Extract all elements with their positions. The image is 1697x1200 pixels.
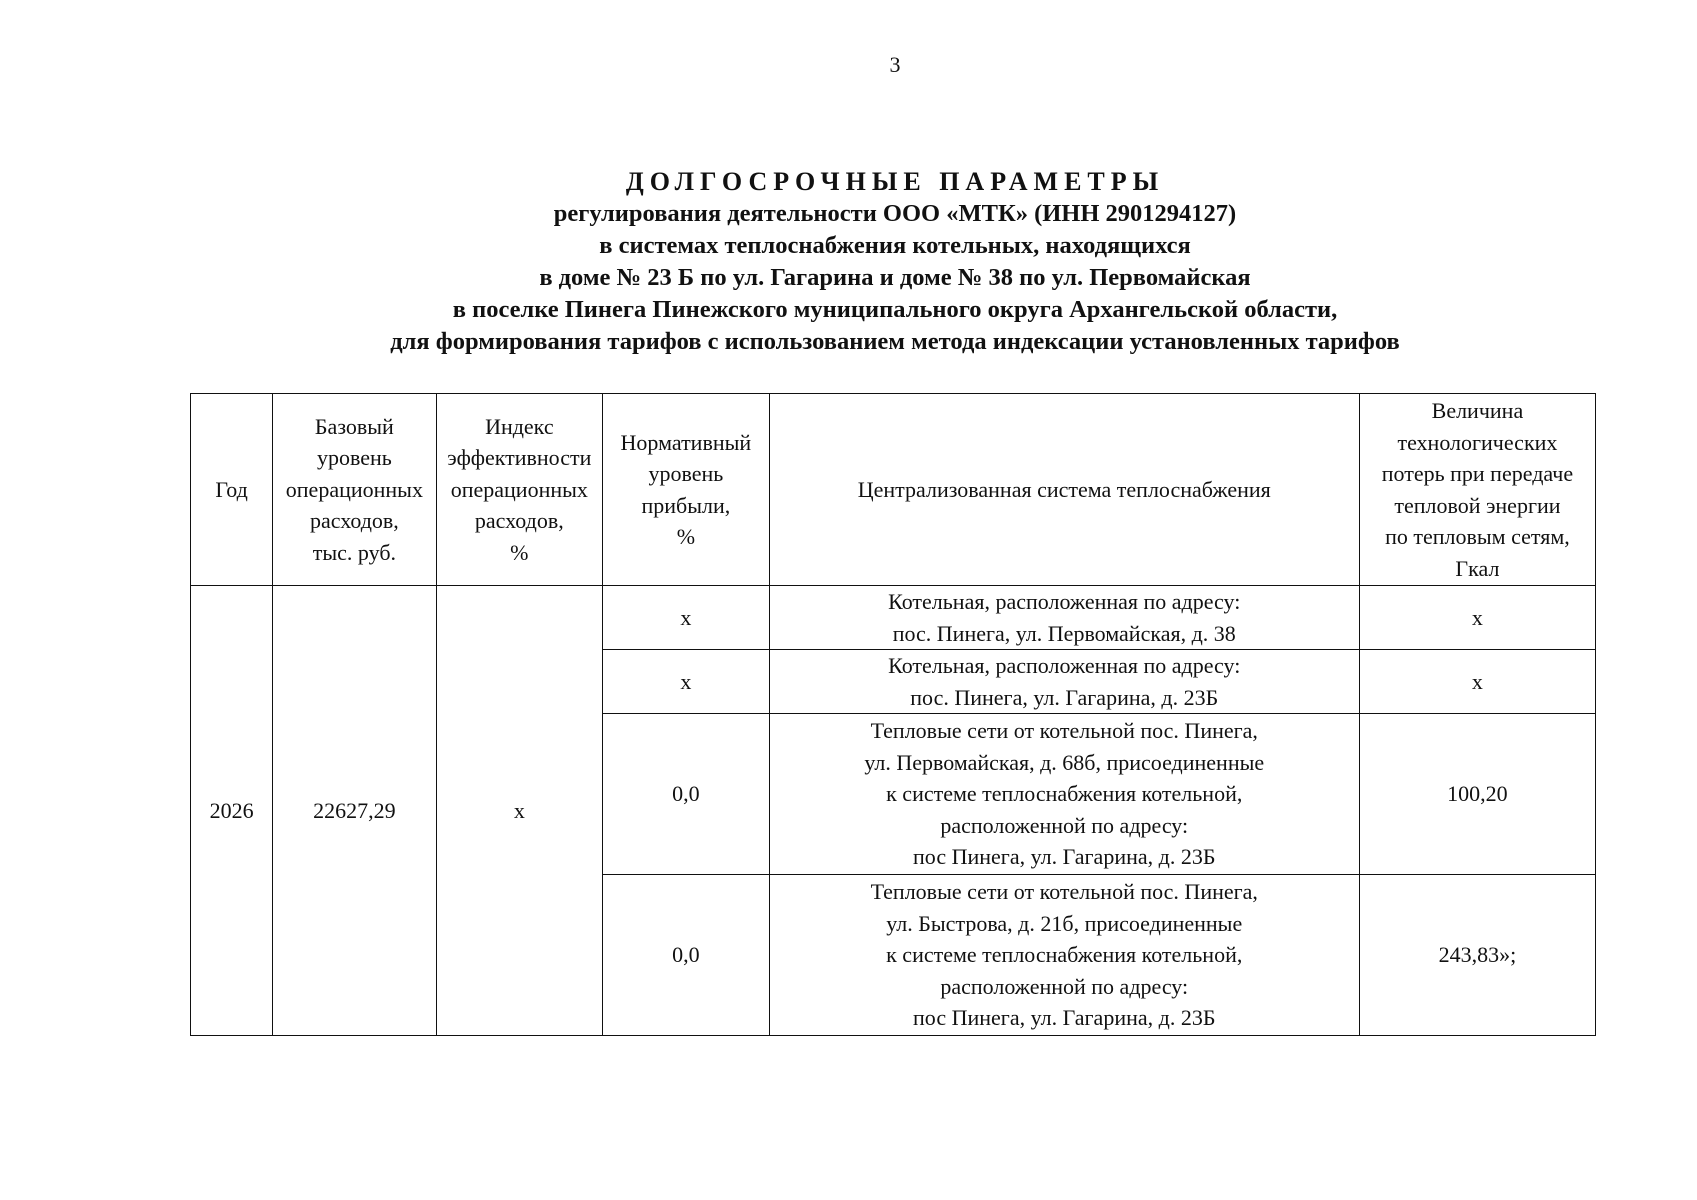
cell-losses: х [1359, 650, 1595, 714]
title-line-5: для формирования тарифов с использованием метода индексации установленных тарифов [390, 328, 1400, 355]
title-main: ДОЛГОСРОЧНЫЕ ПАРАМЕТРЫ [625, 167, 1165, 196]
title-line-3: в доме № 23 Б по ул. Гагарина и доме № 38 по ул. Первомайская [539, 264, 1251, 291]
header-profit-level: Нормативный уровень прибыли, % [603, 394, 770, 586]
cell-system: Котельная, расположенная по адресу: пос. Пинега, ул. Первомайская, д. 38 [769, 586, 1359, 650]
header-system: Централизованная система теплоснабжения [769, 394, 1359, 586]
table-row [191, 586, 1596, 650]
title-line-4: в поселке Пинега Пинежского муниципального округа Архангельской области, [452, 296, 1338, 323]
cell-year: 2026 [191, 586, 273, 1036]
cell-base-level: 22627,29 [273, 586, 436, 1036]
cell-system: Тепловые сети от котельной пос. Пинега, ул. Быстрова, д. 21б, присоединенные к системе теплоснабжения котельной, расположенной по адресу: пос Пинега, ул. Гагарина, д. 23Б [769, 875, 1359, 1036]
cell-profit: х [603, 650, 770, 714]
header-losses: Величина технологических потерь при передаче тепловой энергии по тепловым сетям, Гкал [1359, 394, 1595, 586]
cell-efficiency-index: х [436, 586, 603, 1036]
cell-profit: 0,0 [603, 714, 770, 875]
cell-losses: 243,83»; [1359, 875, 1595, 1036]
title-line-2: в системах теплоснабжения котельных, находящихся [599, 232, 1191, 259]
cell-losses: х [1359, 586, 1595, 650]
header-efficiency-index: Индекс эффективности операционных расходов, % [436, 394, 603, 586]
cell-profit: х [603, 586, 770, 650]
document-title [190, 166, 1600, 358]
table-header-row [191, 394, 1596, 586]
cell-system: Котельная, расположенная по адресу: пос. Пинега, ул. Гагарина, д. 23Б [769, 650, 1359, 714]
header-year: Год [191, 394, 273, 586]
header-base-level: Базовый уровень операционных расходов, тыс. руб. [273, 394, 436, 586]
title-line-1: регулирования деятельности ООО «МТК» (ИНН 2901294127) [553, 200, 1237, 227]
parameters-table [190, 393, 1596, 1036]
cell-losses: 100,20 [1359, 714, 1595, 875]
cell-profit: 0,0 [603, 875, 770, 1036]
cell-system: Тепловые сети от котельной пос. Пинега, ул. Первомайская, д. 68б, присоединенные к системе теплоснабжения котельной, расположенной по адресу: пос Пинега, ул. Гагарина, д. 23Б [769, 714, 1359, 875]
page-number: 3 [889, 52, 901, 77]
